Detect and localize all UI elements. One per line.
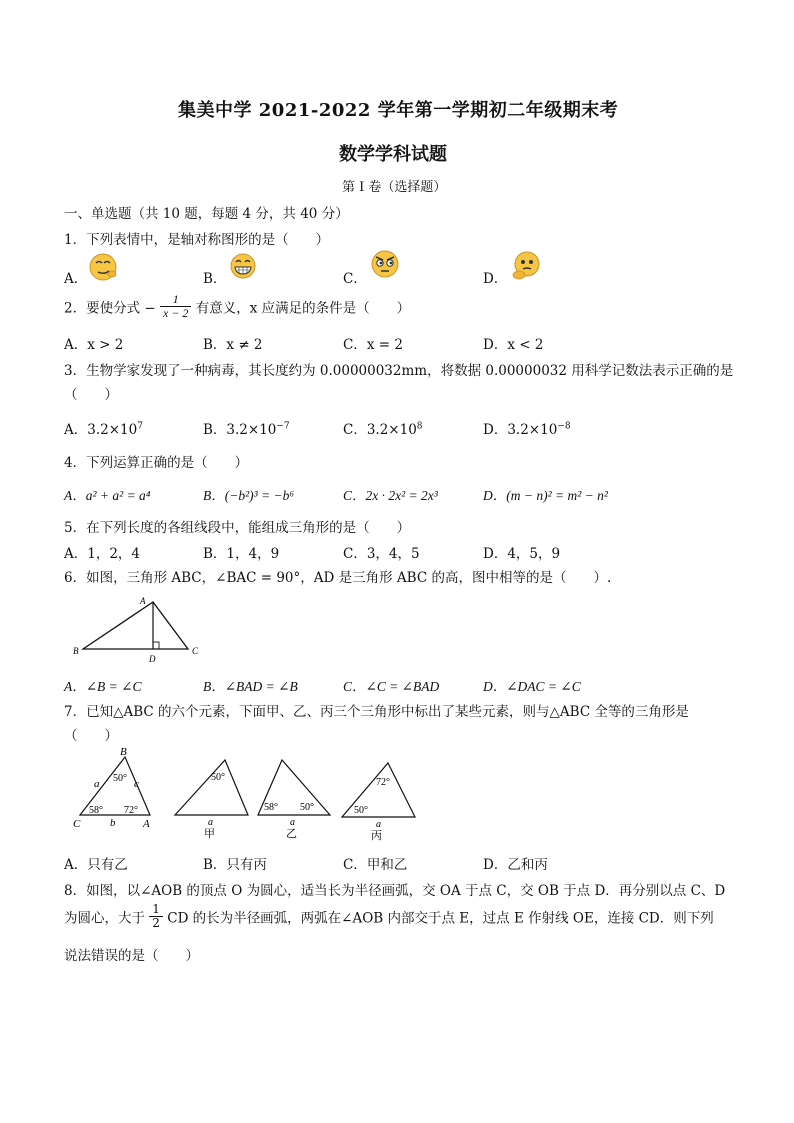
q7-side-c: c xyxy=(134,778,139,790)
q3-option-a xyxy=(64,418,143,438)
q6-label-d: D xyxy=(149,654,156,664)
q3-option-d-base: D．3.2×10 xyxy=(483,422,558,438)
q6-option-d: D．∠DAC = ∠C xyxy=(483,679,581,694)
q3-option-d-exp: −8 xyxy=(557,421,571,432)
question-6-stem: 6．如图，三角形 ABC，∠BAC = 90°，AD 是三角形 ABC 的高，图中相等的是（ ）. xyxy=(64,570,612,586)
q8-fraction-denominator: 2 xyxy=(152,916,160,930)
q4-option-c: C．2x · 2x² = 2x³ xyxy=(343,488,438,503)
q6-triangle-figure xyxy=(70,594,210,666)
q7-yi-angle-left: 58° xyxy=(264,802,278,813)
q6-label-a: A xyxy=(140,596,146,606)
q5-option-a: A．1，2，4 xyxy=(64,546,141,562)
grin-emoji-icon xyxy=(229,252,257,280)
q2-fraction-denominator: x − 2 xyxy=(163,306,189,320)
q2-option-a: A．x > 2 xyxy=(64,337,124,353)
q3-option-b-base: B．3.2×10 xyxy=(203,422,277,438)
thinking-emoji-icon xyxy=(511,251,541,281)
q7-jia-side: a xyxy=(208,817,213,828)
q5-option-b: B．1，4，9 xyxy=(203,546,280,562)
question-2-stem xyxy=(64,293,410,320)
q4-option-d: D．(m − n)² = m² − n² xyxy=(483,488,608,503)
question-5-stem: 5．在下列长度的各组线段中，能组成三角形的是（ ） xyxy=(64,520,411,536)
exam-subtitle: 数学学科试题 xyxy=(339,144,447,165)
smirk-emoji-icon xyxy=(88,252,118,282)
q3-option-c-exp: 8 xyxy=(416,421,423,432)
q7-label-b: B xyxy=(120,746,127,758)
q7-label-c: C xyxy=(73,818,81,830)
q4-option-a: A．a² + a² = a⁴ xyxy=(64,488,151,503)
q7-jia-label: 甲 xyxy=(204,828,215,840)
q7-bing-angle-top: 72° xyxy=(376,777,390,788)
q3-option-a-base: A．3.2×10 xyxy=(64,422,138,438)
q8-fraction xyxy=(149,903,163,930)
q7-option-d: D．乙和丙 xyxy=(483,857,548,873)
q7-option-a: A．只有乙 xyxy=(64,857,128,873)
question-8-line-2 xyxy=(64,903,714,930)
q7-bing-side: a xyxy=(376,819,381,830)
q3-option-c-base: C．3.2×10 xyxy=(343,422,417,438)
question-1-stem: 1．下列表情中，是轴对称图形的是（ ） xyxy=(64,232,330,248)
q1-option-a-label: A． xyxy=(64,271,88,287)
q6-label-c: C xyxy=(192,646,199,656)
q7-abc-angle-a: 72° xyxy=(124,805,138,816)
q7-side-a: a xyxy=(94,778,100,790)
q7-bing-angle-left: 50° xyxy=(354,805,368,816)
question-8-line-1: 8．如图，以∠AOB 的顶点 O 为圆心，适当长为半径画弧，交 OA 于点 C，交 OB 于点 D．再分别以点 C、D xyxy=(64,883,726,899)
q7-abc-angle-b: 50° xyxy=(113,773,127,784)
q1-option-c-label: C． xyxy=(343,271,367,287)
q2-option-c: C．x = 2 xyxy=(343,337,403,353)
q7-side-b: b xyxy=(110,817,116,829)
q3-option-a-exp: 7 xyxy=(137,421,143,432)
q5-option-c: C．3，4，5 xyxy=(343,546,420,562)
q7-bing-label: 丙 xyxy=(371,830,382,842)
q2-stem-prefix: 2．要使分式 − xyxy=(64,300,156,317)
q5-option-d: D．4，5，9 xyxy=(483,546,561,562)
q6-label-b: B xyxy=(73,646,79,656)
q3-option-d xyxy=(483,418,571,438)
question-8-line-3: 说法错误的是（ ） xyxy=(64,948,199,964)
q7-jia-angle: 50° xyxy=(211,772,225,783)
q7-yi-side: a xyxy=(290,817,295,828)
q6-option-c: C．∠C = ∠BAD xyxy=(343,679,440,694)
q8-line2-prefix: 为圆心，大于 xyxy=(64,910,145,927)
q2-stem-suffix: 有意义，x 应满足的条件是（ ） xyxy=(195,300,411,317)
suspicious-emoji-icon xyxy=(370,249,400,279)
q8-line2-suffix: CD 的长为半径画弧，两弧在∠AOB 内部交于点 E，过点 E 作射线 OE，连接 CD．则下列 xyxy=(167,910,714,927)
volume-label: 第 I 卷（选择题） xyxy=(342,180,447,195)
q1-option-d-label: D． xyxy=(483,271,508,287)
q7-option-b: B．只有丙 xyxy=(203,857,267,873)
question-7-paren: （ ） xyxy=(64,728,118,744)
q7-yi-angle-right: 50° xyxy=(300,802,314,813)
exam-title: 集美中学 2021-2022 学年第一学期初二年级期末考 xyxy=(178,100,619,121)
question-7-stem: 7．已知△ABC 的六个元素，下面甲、乙、丙三个三角形中标出了某些元素，则与△ABC 全等的三角形是 xyxy=(64,704,689,720)
q2-fraction xyxy=(160,293,191,320)
question-3-stem: 3．生物学家发现了一种病毒，其长度约为 0.00000032mm，将数据 0.00000032 用科学记数法表示正确的是 xyxy=(64,363,734,379)
q2-option-d: D．x < 2 xyxy=(483,337,544,353)
q4-option-b: B．(−b²)³ = −b⁶ xyxy=(203,488,295,503)
q3-option-b-exp: −7 xyxy=(276,421,290,432)
q3-option-c xyxy=(343,418,423,438)
section-heading: 一、单选题（共 10 题，每题 4 分，共 40 分） xyxy=(64,206,349,222)
q7-option-c: C．甲和乙 xyxy=(343,857,408,873)
q8-fraction-numerator: 1 xyxy=(149,903,163,917)
question-3-paren: （ ） xyxy=(64,387,118,403)
q6-option-a: A．∠B = ∠C xyxy=(64,679,142,694)
q7-label-a: A xyxy=(143,818,150,830)
q2-option-b: B．x ≠ 2 xyxy=(203,337,263,353)
q2-fraction-numerator: 1 xyxy=(160,293,191,307)
q6-option-b: B．∠BAD = ∠B xyxy=(203,679,298,694)
q3-option-b xyxy=(203,418,290,438)
q7-yi-label: 乙 xyxy=(286,828,297,840)
q1-option-b-label: B． xyxy=(203,271,227,287)
q7-triangles-figure xyxy=(70,745,430,845)
q7-abc-angle-c: 58° xyxy=(89,805,103,816)
question-4-stem: 4．下列运算正确的是（ ） xyxy=(64,455,249,471)
